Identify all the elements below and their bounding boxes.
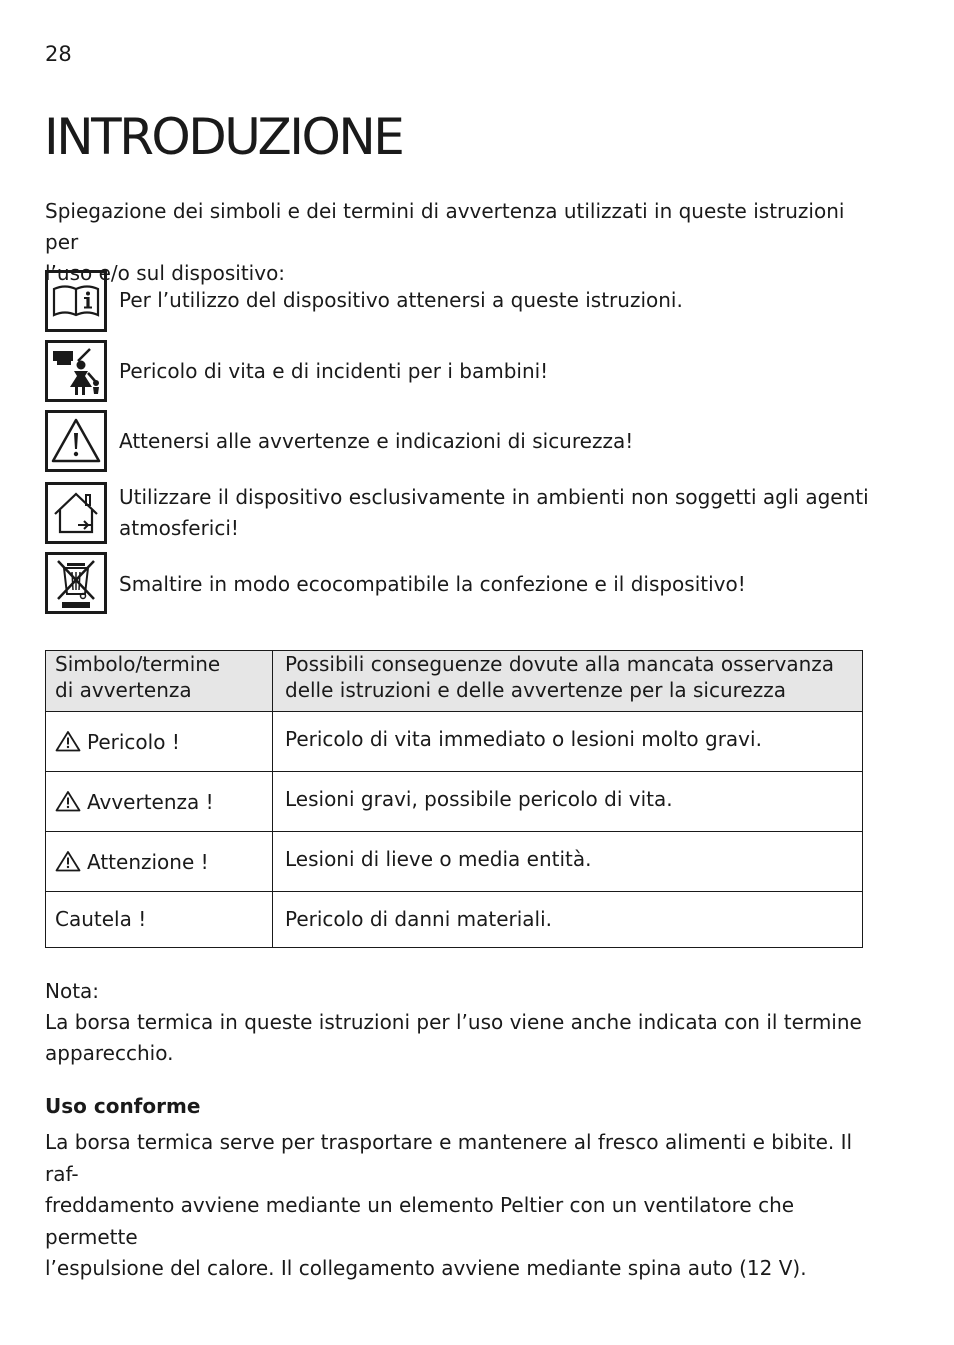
section-title: Uso conforme	[45, 1094, 201, 1118]
table-row	[46, 832, 863, 892]
table-row	[46, 712, 863, 772]
intro-paragraph	[45, 196, 875, 289]
symbol-description: Pericolo di vita e di incidenti per i bambini!	[119, 359, 549, 383]
warning-triangle-icon	[55, 730, 81, 752]
table-cell-consequence	[273, 712, 863, 772]
note-line: apparecchio.	[45, 1041, 174, 1065]
table-cell-consequence	[273, 772, 863, 832]
section-line: freddamento avviene mediante un elemento Peltier con un ventilatore che permette	[45, 1193, 795, 1249]
section-line: La borsa termica serve per trasportare e mantenere al fresco alimenti e bibite. Il raf-	[45, 1130, 853, 1186]
child-danger-icon	[45, 340, 107, 402]
weee-disposal-icon	[45, 552, 107, 614]
symbol-description-line: atmosferici!	[119, 516, 239, 540]
consequence-text: Pericolo di vita immediato o lesioni molto gravi.	[285, 727, 762, 751]
page-number: 28	[45, 42, 72, 66]
indoor-use-icon	[45, 482, 107, 544]
table-cell-term	[46, 892, 273, 948]
warning-terms-table	[45, 650, 863, 948]
consequence-text: Lesioni di lieve o media entità.	[285, 847, 592, 871]
header-text: delle istruzioni e delle avvertenze per la sicurezza	[285, 678, 786, 702]
header-text: Simbolo/termine	[55, 652, 221, 676]
header-text: Possibili conseguenze dovute alla mancata osservanza	[285, 652, 835, 676]
symbol-description	[119, 482, 879, 544]
consequence-text: Lesioni gravi, possibile pericolo di vita.	[285, 787, 673, 811]
header-text: di avvertenza	[55, 678, 192, 702]
warning-term: Attenzione !	[87, 850, 209, 874]
symbol-description: Attenersi alle avvertenze e indicazioni di sicurezza!	[119, 429, 634, 453]
table-cell-term	[46, 832, 273, 892]
note-label: Nota:	[45, 979, 100, 1003]
manual-info-icon	[45, 270, 107, 332]
consequence-text: Pericolo di danni materiali.	[285, 907, 553, 931]
warning-term: Cautela !	[55, 907, 147, 931]
intro-line: l’uso e/o sul dispositivo:	[45, 261, 286, 285]
warning-triangle-icon	[45, 410, 107, 472]
table-row	[46, 892, 863, 948]
table-header-row	[46, 651, 863, 712]
symbol-description-line: Utilizzare il dispositivo esclusivamente in ambienti non soggetti agli agenti	[119, 485, 869, 509]
table-cell-consequence	[273, 832, 863, 892]
table-row	[46, 772, 863, 832]
table-header-cell	[273, 651, 863, 712]
table-cell-term	[46, 712, 273, 772]
section-line: l’espulsione del calore. Il collegamento avviene mediante spina auto (12 V).	[45, 1256, 807, 1280]
warning-triangle-icon	[55, 850, 81, 872]
note-line: La borsa termica in queste istruzioni per l’uso viene anche indicata con il termine	[45, 1010, 862, 1034]
symbol-description: Smaltire in modo ecocompatibile la confezione e il dispositivo!	[119, 572, 746, 596]
table-header-cell	[46, 651, 273, 712]
symbol-description: Per l’utilizzo del dispositivo attenersi a queste istruzioni.	[119, 288, 683, 312]
note-block	[45, 976, 875, 1069]
warning-term: Pericolo !	[87, 730, 180, 754]
table-cell-consequence	[273, 892, 863, 948]
intro-line: Spiegazione dei simboli e dei termini di avvertenza utilizzati in queste istruzioni per	[45, 199, 845, 254]
page-title: INTRODUZIONE	[44, 108, 403, 166]
warning-term: Avvertenza !	[87, 790, 214, 814]
section-paragraph	[45, 1127, 875, 1285]
table-cell-term	[46, 772, 273, 832]
warning-triangle-icon	[55, 790, 81, 812]
